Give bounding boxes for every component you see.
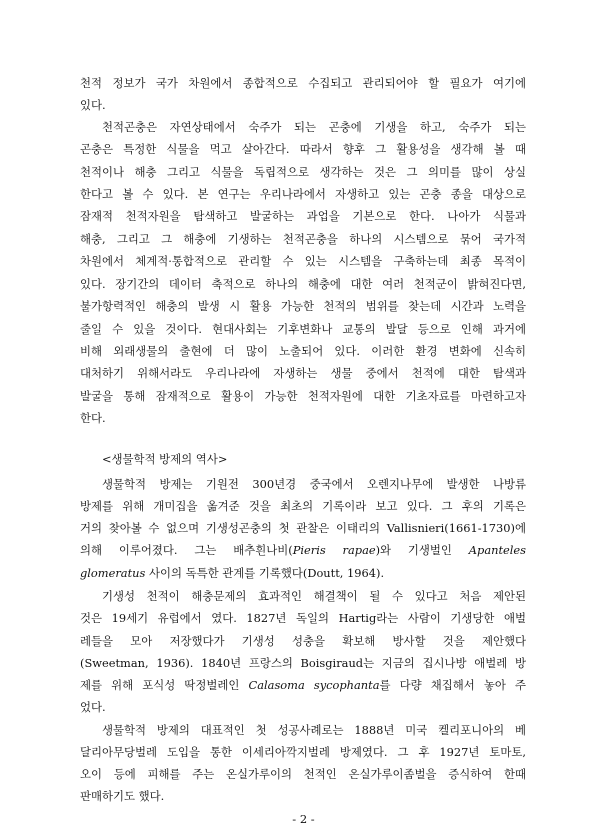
- text-line: 대처하기 위해서라도 우리나라에 자생하는 생물 중에서 천적에 대한 탐색과: [80, 366, 526, 380]
- text-line: 차원에서 체계적·통합적으로 관리할 수 있는 시스템을 구축하는데 최종 목적이: [80, 254, 526, 268]
- text-segment: )와 기생벌인: [375, 543, 469, 557]
- text-line: 방제를 위해 개미집을 옮겨준 것을 최초의 기록이라 보고 있다. 그 후의 기록은: [80, 499, 526, 513]
- text-segment: 제를 위해 포식성 딱정벌레인: [80, 678, 249, 692]
- text-line: 천적 정보가 국가 차원에서 종합적으로 수집되고 관리되어야 할 필요가 여기에: [80, 76, 526, 90]
- text-line: 것은 19세기 유럽에서 였다. 1827년 독일의 Hartig라는 사람이 기생당한 애벌: [80, 611, 526, 625]
- text-line: 달리아무당벌레 도입을 통한 이세리아깍지벌레 방제였다. 그 후 1927년 토마토,: [80, 745, 526, 759]
- text-line: 발굴을 통해 잠재적으로 활용이 가능한 천적자원에 대한 기초자료를 마련하고자: [80, 389, 526, 403]
- text-line: 있다. 장기간의 데이터 축적으로 하나의 해충에 대한 여러 천적군이 밝혀진다면,: [80, 277, 526, 291]
- text-line: 한다고 볼 수 있다. 본 연구는 우리나라에서 자생하고 있는 곤충 종을 대상으로: [80, 187, 526, 201]
- text-line: 판매하기도 했다.: [80, 789, 165, 803]
- text-segment: 사이의 독특한 관계를 기록했다(Doutt, 1964).: [145, 566, 385, 580]
- text-line: 생물학적 방제의 대표적인 첫 성공사례로는 1888년 미국 켈리포니아의 베: [102, 723, 526, 737]
- species-name: Apanteles: [468, 543, 526, 557]
- species-name: glomeratus: [80, 566, 146, 580]
- species-name: Calasoma sycophanta: [248, 678, 380, 692]
- text-line: 있다.: [80, 98, 106, 112]
- text-line: [80, 543, 526, 557]
- text-line: (Sweetman, 1936). 1840년 프랑스의 Boisgiraud는 지금의 집시나방 애벌레 방: [80, 656, 526, 670]
- text-line: 천적곤충은 자연상태에서 숙주가 되는 곤충에 기생을 하고, 숙주가 되는: [102, 120, 526, 134]
- text-segment: 를 다량 채집해서 놓아 주: [379, 678, 526, 692]
- text-line: 곤충은 특정한 식물을 먹고 살아간다. 따라서 향후 그 활용성을 생각해 볼 때: [80, 142, 526, 156]
- text-line: 거의 찾아볼 수 없으며 기생성곤충의 첫 관찰은 이태리의 Vallisnieri(1661-1730)에: [80, 521, 526, 535]
- text-line: 비해 외래생물의 출현에 더 많이 노출되어 있다. 이러한 환경 변화에 신속히: [80, 344, 526, 358]
- species-name: Pieris rapae: [292, 543, 376, 557]
- text-line: 불가항력적인 해충의 발생 시 활용 가능한 천적의 범위를 찾는데 시간과 노력을: [80, 299, 526, 313]
- text-line: 레들을 모아 저장했다가 기생성 성충을 확보해 방사할 것을 제안했다: [80, 634, 526, 648]
- text-line: [80, 678, 526, 692]
- text-line: [80, 566, 526, 580]
- text-line: 잠재적 천적자원을 탐색하고 발굴하는 과업을 기본으로 한다. 나아가 식물과: [80, 209, 526, 223]
- text-line: 해충, 그리고 그 해충에 기생하는 천적곤충을 하나의 시스템으로 묶어 국가적: [80, 232, 526, 246]
- text-line: 줄일 수 있을 것이다. 현대사회는 기후변화나 교통의 발달 등으로 인해 과거에: [80, 322, 526, 336]
- text-segment: 의해 이루어졌다. 그는 배추흰나비(: [80, 543, 293, 557]
- text-line: 기생성 천적이 해충문제의 효과적인 해결책이 될 수 있다고 처음 제안된: [102, 589, 526, 603]
- text-line: 한다.: [80, 411, 106, 425]
- section-heading: <생물학적 방제의 역사>: [102, 452, 228, 466]
- text-line: 생물학적 방제는 기원전 300년경 중국에서 오렌지나무에 발생한 나방류: [102, 477, 526, 491]
- text-line: 오이 등에 피해를 주는 온실가루이의 천적인 온실가루이좀벌을 증식하여 한때: [80, 767, 526, 781]
- text-line: 었다.: [80, 700, 106, 714]
- text-line: 천적이나 해충 그리고 식물을 독립적으로 생각하는 것은 그 의미를 많이 상실: [80, 165, 526, 179]
- page-number: - 2 -: [292, 812, 315, 826]
